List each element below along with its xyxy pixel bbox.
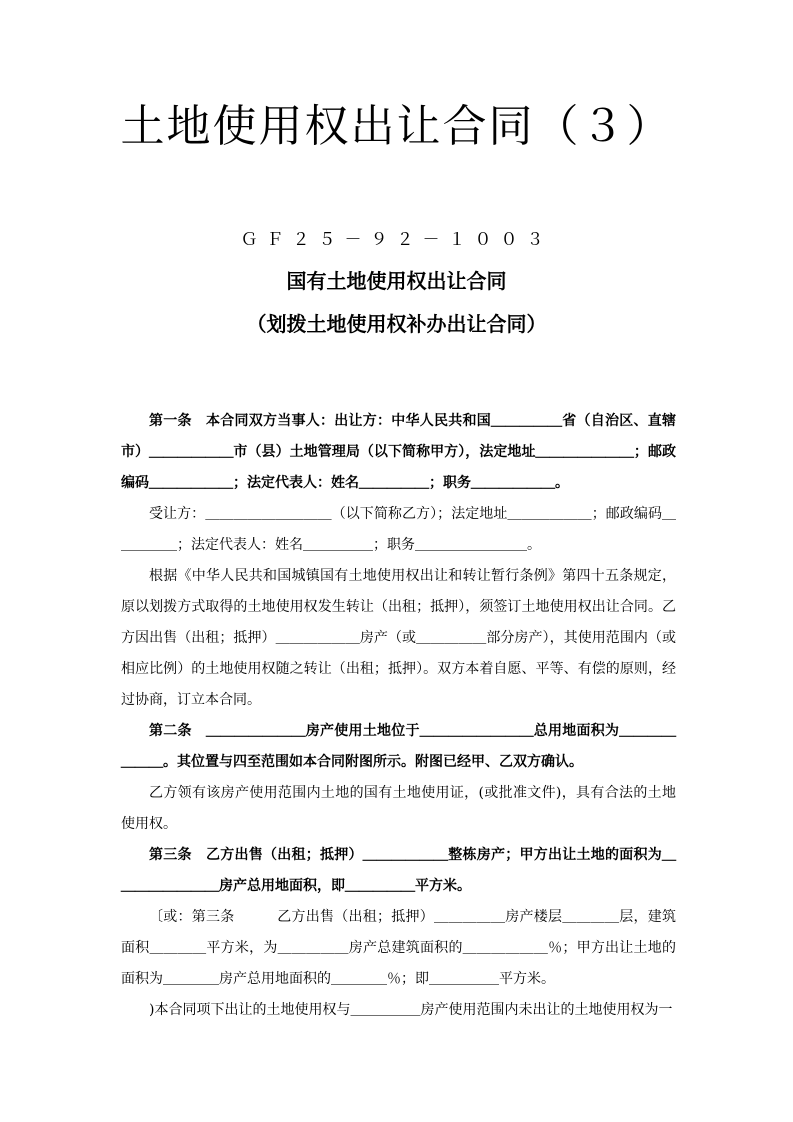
preamble-paragraph: 根据《中华人民共和国城镇国有土地使用权出让和转让暂行条例》第四十五条规定，原以划拨方式取得的土地使用权发生转让（出租；抵押），须签订土地使用权出让合同。乙方因出售（出租；抵押）＿＿＿＿＿＿房产（或＿＿＿＿＿部分房产），其使用范围内（或相应比例）的土地使用权随之转让（出租；抵押）。双方本着自愿、平等、有偿的原则，经过协商，订立本合同。 [121, 568, 676, 708]
article-1: 第一条 本合同双方当事人：出让方：中华人民共和国＿＿＿＿＿省（自治区、直辖市）＿＿＿＿＿＿市（县）土地管理局（以下简称甲方），法定地址＿＿＿＿＿＿＿；邮政编码＿＿＿＿＿＿；法定代表人：姓名＿＿＿＿＿；职务＿＿＿＿＿＿。 [121, 413, 676, 491]
article-3-alternative: 〔或：第三条 乙方出售（出租；抵押）＿＿＿＿＿房产楼层＿＿＿＿层，建筑面积＿＿＿＿平方米，为＿＿＿＿＿房产总建筑面积的＿＿＿＿＿＿％；甲方出让土地的面积为＿＿＿＿房产总用地面积的＿＿＿＿％；即＿＿＿＿＿平方米。 [121, 909, 676, 987]
document-title: 土地使用权出让合同（３） [120, 101, 673, 152]
article-3: 第三条 乙方出售（出租；抵押）＿＿＿＿＿＿整栋房产；甲方出让土地的面积为＿＿＿＿＿＿＿＿房产总用地面积，即＿＿＿＿＿平方米。 [121, 847, 676, 894]
land-use-paragraph: )本合同项下出让的土地使用权与＿＿＿＿＿房产使用范围内未出让的土地使用权为一 [149, 1002, 673, 1018]
contract-body [121, 406, 676, 1026]
contract-subtitle-note: （划拨土地使用权补办出让合同） [246, 312, 547, 336]
land-certificate-paragraph: 乙方领有该房产使用范围内土地的国有土地使用证，(或批准文件)，具有合法的土地使用权。 [121, 785, 676, 832]
contract-subtitle: 国有土地使用权出让合同 [286, 269, 507, 293]
transferee-paragraph: 受让方：＿＿＿＿＿＿＿＿＿（以下简称乙方）；法定地址＿＿＿＿＿＿；邮政编码＿＿＿＿＿；法定代表人：姓名＿＿＿＿＿；职务＿＿＿＿＿＿＿＿。 [121, 506, 676, 553]
article-2: 第二条 ＿＿＿＿＿＿＿房产使用土地位于＿＿＿＿＿＿＿＿总用地面积为＿＿＿＿＿＿＿。其位置与四至范围如本合同附图所示。附图已经甲、乙双方确认。 [121, 723, 676, 770]
contract-code: ＧＦ２５－９２－１００３ [240, 230, 553, 250]
